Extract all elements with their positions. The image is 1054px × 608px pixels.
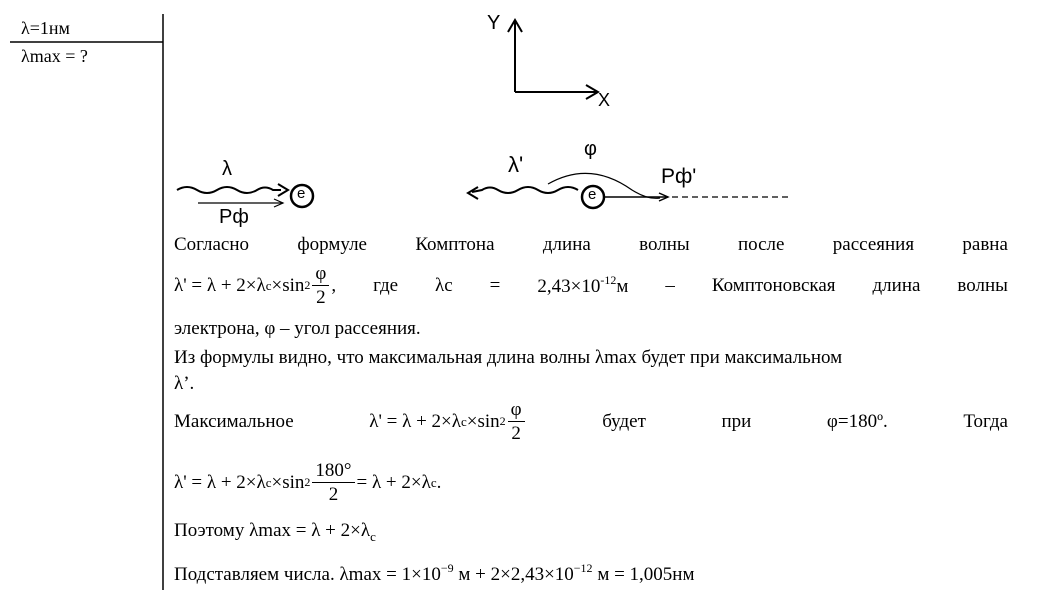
formula-part: λmax = λ + 2×λ: [249, 520, 371, 541]
fraction-den: 2: [511, 423, 521, 444]
paragraph-3-line-1: [174, 400, 1008, 443]
fraction: [312, 264, 329, 307]
word: будет: [602, 410, 646, 432]
formula-sup: 2: [304, 475, 311, 489]
axis-x-label: X: [598, 90, 611, 110]
paragraph-4: [174, 520, 376, 545]
fraction-num: 180°: [312, 461, 354, 483]
word: волны: [639, 234, 690, 255]
formula-part: λmax = 1×10: [339, 564, 441, 585]
formula-part: ×sin: [271, 274, 305, 296]
text-part: Подставляем числа.: [174, 564, 340, 585]
exponent: -12: [600, 273, 617, 287]
fraction-num: φ: [508, 400, 525, 422]
incoming-wavelength-label: λ: [222, 158, 232, 180]
word: длина: [872, 274, 921, 296]
axes-icon: [508, 20, 598, 99]
formula-part: м + 2×2,43×10: [453, 564, 574, 585]
word: при: [721, 410, 752, 432]
formula-sub: c: [430, 474, 437, 490]
given-line-2: λmax = ?: [21, 46, 88, 66]
recoil-momentum-label: Pф': [661, 165, 697, 188]
fraction-den: 2: [328, 484, 339, 505]
word: –: [665, 274, 675, 296]
formula-part: .: [436, 471, 442, 493]
formula-sup: 2: [499, 414, 506, 428]
formula-part: λ' = λ + 2×λ: [174, 274, 266, 296]
formula-part: λ' = λ + 2×λ: [174, 471, 266, 493]
formula-sub: c: [370, 529, 376, 544]
paragraph-5: [174, 561, 695, 586]
scattered-wavelength-label: λ': [508, 152, 524, 177]
axis-y-label: Y: [487, 12, 501, 34]
paragraph-1-line-1: [174, 234, 1008, 256]
word: после: [737, 234, 785, 255]
scattering-angle-label: φ: [584, 138, 597, 160]
formula-sup: 2: [304, 278, 311, 292]
word: волны: [957, 274, 1008, 296]
recoil-momentum-arrow-icon: [604, 193, 668, 201]
fraction-den: 2: [316, 287, 326, 308]
word: формуле: [297, 234, 367, 255]
word: равна: [962, 234, 1008, 255]
paragraph-3-line-2: [174, 461, 441, 504]
word: Комптона: [415, 234, 495, 255]
formula-part: λ' = λ + 2×λ: [369, 410, 461, 432]
incoming-momentum-label: Pф: [219, 206, 249, 228]
word: =: [489, 274, 501, 296]
paragraph-1-line-3: электрона, φ – угол рассеяния.: [174, 318, 421, 339]
fraction: [312, 461, 354, 504]
word: Максимальное: [174, 410, 294, 432]
formula-part: = λ + 2×λ: [356, 471, 431, 493]
formula-part: ,: [331, 274, 337, 296]
compton-wavelength-value: [537, 273, 628, 298]
word: длина: [542, 234, 591, 255]
formula-sub: c: [265, 474, 272, 490]
word: φ=180º.: [826, 410, 888, 432]
fraction-num: φ: [312, 264, 329, 286]
exponent: −9: [440, 561, 454, 575]
word: Согласно: [174, 234, 250, 255]
compton-formula: [174, 264, 336, 307]
formula-part: ×sin: [271, 471, 305, 493]
word: рассеяния: [832, 234, 915, 255]
given-line-1: λ=1нм: [21, 18, 70, 38]
unit: м: [616, 276, 629, 297]
max-formula: [369, 400, 526, 443]
formula-part: ×sin: [466, 410, 500, 432]
electron-before-label: e: [297, 185, 306, 202]
fraction: [508, 400, 525, 443]
value: 2,43×10: [537, 276, 601, 297]
paragraph-2-line-1: Из формулы видно, что максимальная длина волны λmax будет при максимальном: [174, 347, 843, 368]
paragraph-1-line-2: [174, 264, 1008, 307]
word: где: [373, 274, 399, 296]
formula-sub: c: [460, 413, 467, 429]
exponent: −12: [573, 561, 593, 575]
formula-part: м = 1,005нм: [592, 564, 695, 585]
word: Комптоновская: [711, 274, 836, 296]
paragraph-2-line-2: λ’.: [174, 373, 195, 394]
text-part: Поэтому: [174, 520, 250, 541]
scattered-photon-wave-icon: [468, 187, 578, 199]
incoming-photon-wave-icon: [177, 184, 288, 196]
electron-after-label: e: [588, 186, 597, 203]
word: λc: [435, 274, 453, 296]
word: Тогда: [963, 410, 1008, 432]
formula-sub: c: [265, 277, 272, 293]
